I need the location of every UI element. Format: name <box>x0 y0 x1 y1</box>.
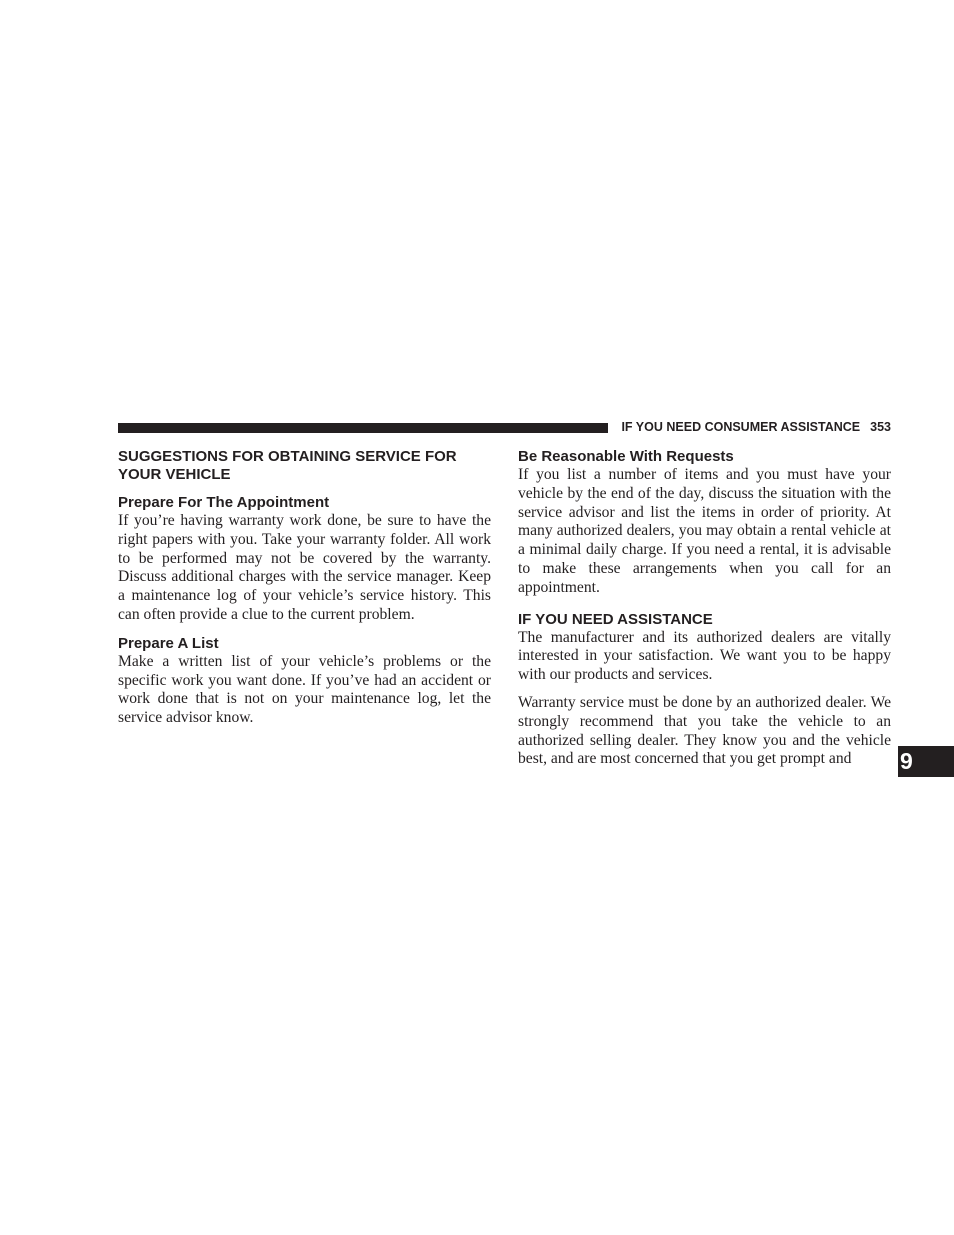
header-rule <box>118 423 608 433</box>
paragraph-prepare-appointment: If you’re having warranty work done, be sure to have the right papers with you. Take your warranty folder. All work to be performed may not be covered by the warranty. Discuss additional charges with the service manager. Keep a maintenance log of your vehicle’s service history. This can often provide a clue to the current problem. <box>118 512 491 623</box>
subheading-reasonable-requests: Be Reasonable With Requests <box>518 448 734 465</box>
paragraph-assistance-1: The manufacturer and its authorized dealers are vitally interested in your satisfaction. We want you to be happy with our products and services. <box>518 628 891 684</box>
paragraph-prepare-list: Make a written list of your vehicle’s problems or the specific work you want done. If you’ve had an accident or work done that is not on your maintenance log, let the service advisor know. <box>118 652 491 727</box>
header-section-title: IF YOU NEED CONSUMER ASSISTANCE <box>621 420 861 434</box>
section-title-need-assistance: IF YOU NEED ASSISTANCE <box>518 610 713 628</box>
right-column <box>518 448 891 769</box>
chapter-tab <box>898 746 954 777</box>
chapter-number: 9 <box>900 748 913 774</box>
subheading-prepare-appointment: Prepare For The Appointment <box>118 494 330 511</box>
paragraph-assistance-2: Warranty service must be done by an authorized dealer. We strongly recommend that you take the vehicle to an authorized selling dealer. They know you and the vehicle best, and are most concerned that you get prompt and <box>518 693 891 768</box>
left-column <box>118 448 491 728</box>
subheading-prepare-list: Prepare A List <box>118 634 219 652</box>
paragraph-reasonable-requests: If you list a number of items and you must have your vehicle by the end of the day, discuss the situation with the service advisor and list the items in order of priority. At many authorized dealers, you may obtain a rental vehicle at a minimal daily charge. If you need a rental, it is advisable to make these arrangements when you call for an appointment. <box>518 466 891 596</box>
section-title-suggestions: SUGGESTIONS FOR OBTAINING SERVICE FOR YOUR VEHICLE <box>118 448 457 483</box>
running-header <box>612 419 891 436</box>
page-number: 353 <box>870 420 891 434</box>
